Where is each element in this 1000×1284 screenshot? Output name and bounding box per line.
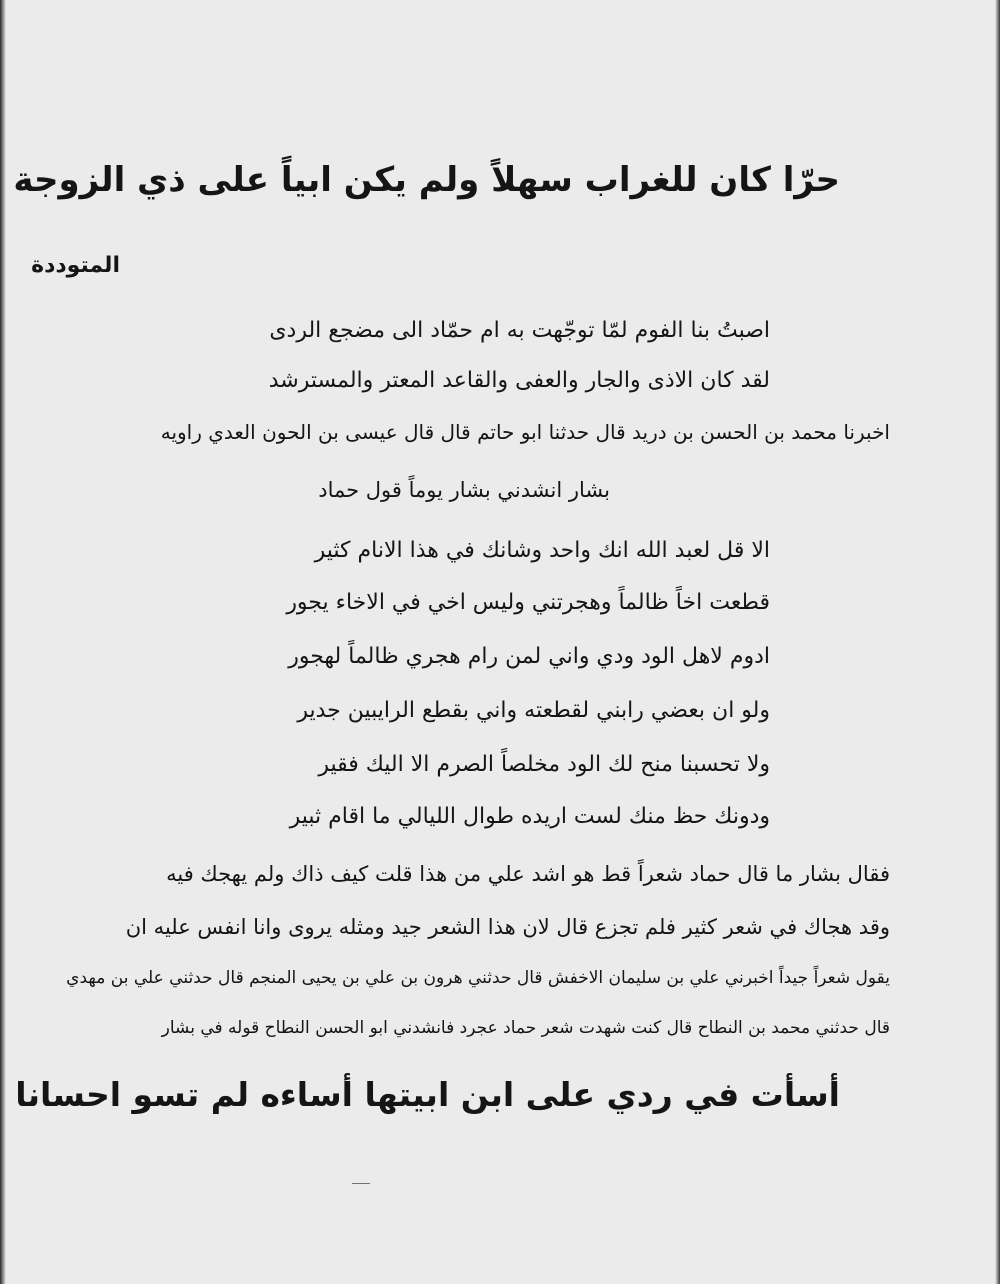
heading-continuation: المتوددة bbox=[31, 253, 120, 278]
scan-mark: ـــ bbox=[352, 1176, 371, 1187]
text-line: وقد هجاك في شعر كثير فلم تجزع قال لان هذا الشعر جيد ومثله يروى وانا انفس عليه ان bbox=[125, 915, 890, 939]
text-line: ودونك حظ منك لست اريده طوال الليالي ما اقام ثبير bbox=[289, 804, 770, 829]
text-line: قال حدثني محمد بن النطاح قال كنت شهدت شعر حماد عجرد فانشدني ابو الحسن النطاح قوله في بشار bbox=[161, 1018, 890, 1038]
text-line: اخبرنا محمد بن الحسن بن دريد قال حدثنا ابو حاتم قال قال عيسى بن الحون العدي راويه bbox=[160, 420, 890, 444]
text-line: ادوم لاهل الود ودي واني لمن رام هجري ظالماً لهجور bbox=[288, 644, 770, 669]
footer-verse: أسأت في ردي على ابن ابيتها أساءه لم تسو احسانا bbox=[15, 1075, 840, 1114]
text-line: ولا تحسبنا منح لك الود مخلصاً الصرم الا اليك فقير bbox=[318, 752, 770, 777]
text-line: فقال بشار ما قال حماد شعراً قط هو اشد علي من هذا قلت كيف ذاك ولم يهجك فيه bbox=[166, 862, 890, 886]
text-line: ولو ان بعضي رابني لقطعته واني بقطع الرايبين جدير bbox=[297, 698, 770, 723]
heading-verse: حرّا كان للغراب سهلاً ولم يكن ابياً على ذي الزوجة bbox=[13, 160, 840, 200]
text-line: لقد كان الاذى والجار والعفى والقاعد المعتر والمسترشد bbox=[268, 368, 770, 393]
text-line: يقول شعراً جيداً اخبرني علي بن سليمان الاخفش قال حدثني هرون بن علي بن يحيى المنجم قال حدثني علي بن مهدي bbox=[66, 968, 890, 988]
text-line: اصبتُ بنا الفوم لمّا توجّهت به ام حمّاد الى مضجع الردى bbox=[269, 318, 770, 343]
text-line: بشار انشدني بشار يوماً قول حماد bbox=[318, 478, 610, 502]
text-line: الا قل لعبد الله انك واحد وشانك في هذا الانام كثير bbox=[314, 538, 770, 563]
text-line: قطعت اخاً ظالماً وهجرتني وليس اخي في الاخاء يجور bbox=[286, 590, 770, 615]
